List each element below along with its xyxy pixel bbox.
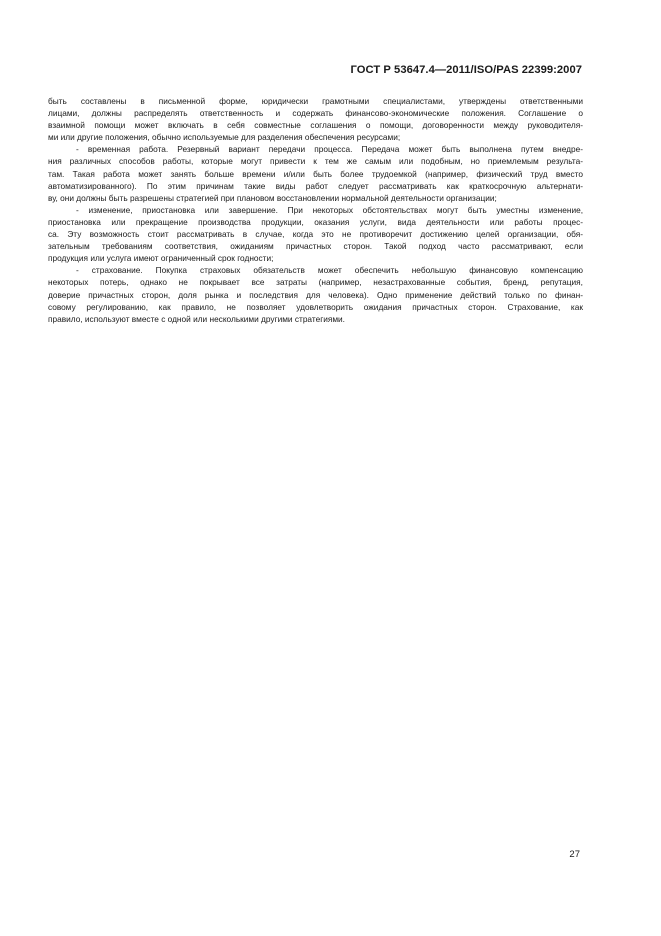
paragraph-line: автоматизированного). По этим причинам такие виды работ следует рассматривать как краткосрочную альтернати- [48, 180, 583, 191]
paragraph-line: совому регулированию, как правило, не позволяет удовлетворить ожидания причастных сторон. Страхование, как [48, 301, 583, 312]
paragraph-line: там. Такая работа может занять больше времени и/или быть более трудоемкой (например, физический труд вместо [48, 168, 583, 179]
paragraph-line: - изменение, приостановка или завершение. При некоторых обстоятельствах могут быть уместны изменение, [76, 204, 583, 215]
paragraph-line: ву, они должны быть разрешены стратегией при плановом восстановлении нормальной деятельности организации; [48, 192, 497, 203]
paragraph-line: ния различных способов работы, которые могут привести к тем же самым или подобным, но приемлемым результа- [48, 156, 583, 167]
paragraph-line: некоторых потерь, однако не покрывает все затраты (например, незастрахованные события, бренд, репутация, [48, 277, 583, 288]
paragraph-line: - страхование. Покупка страховых обязательств может обеспечить небольшую финансовую компенсацию [76, 265, 583, 276]
paragraph-line: доверие причастных сторон, доля рынка и последствия для человека). Одно применение действий только по финан- [48, 289, 583, 300]
paragraph-line: - временная работа. Резервный вариант передачи процесса. Передача может быть выполнена путем внедре- [76, 144, 583, 155]
paragraph-line: приостановка или прекращение производства продукции, оказания услуги, вида деятельности или работы процес- [48, 216, 583, 227]
paragraph-line: зательным требованиям соответствия, ожиданиям причастных сторон. Такой подход часто рассматривают, если [48, 241, 583, 252]
document-header-standard-code: ГОСТ Р 53647.4—2011/ISO/PAS 22399:2007 [350, 64, 582, 76]
paragraph-line: быть составлены в письменной форме, юридически грамотными специалистами, утверждены ответственными [48, 96, 583, 106]
paragraph-line: продукция или услуга имеют ограниченный срок годности; [48, 253, 274, 264]
document-body [48, 95, 583, 325]
paragraph-line: лицами, должны распределять ответственность и содержать финансово-экономические положения. Соглашение о [48, 108, 583, 119]
paragraph-line: правило, используют вместе с одной или несколькими другими стратегиями. [48, 313, 345, 324]
paragraph-line: са. Эту возможность стоит рассматривать в случае, когда это не противоречит достижению целей организации, обя- [48, 229, 583, 240]
page-number: 27 [569, 849, 580, 860]
paragraph-line: взаимной помощи может включать в себя совместные соглашения о помощи, договоренности между руководителя- [48, 120, 583, 131]
paragraph-line: ми или другие положения, обычно используемые для разделения обеспечения ресурсами; [48, 132, 401, 143]
